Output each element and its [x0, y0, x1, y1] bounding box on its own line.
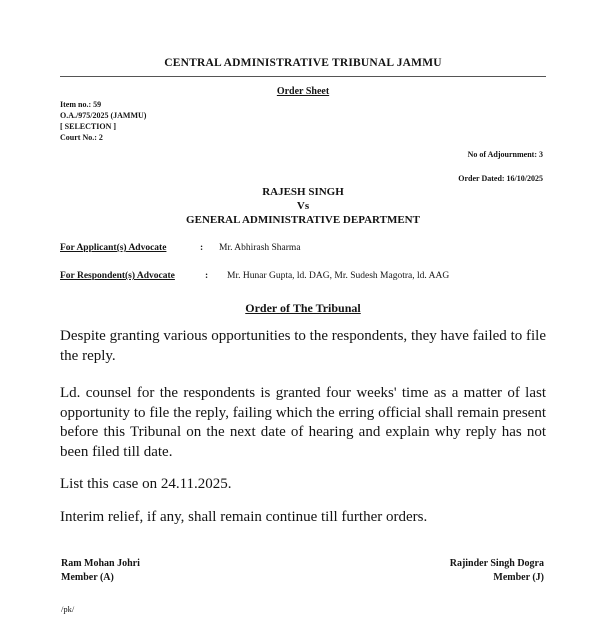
case-category: [ SELECTION ]: [60, 122, 117, 131]
order-paragraph-1: Despite granting various opportunities to the respondents, they have failed to file the reply.: [60, 328, 546, 364]
applicant-advocate-colon: :: [200, 243, 204, 253]
tribunal-title: CENTRAL ADMINISTRATIVE TRIBUNAL JAMMU: [164, 57, 442, 69]
respondent-advocate-name: Mr. Hunar Gupta, ld. DAG, Mr. Sudesh Magotra, ld. AAG: [227, 271, 450, 281]
item-no: Item no.: 59: [60, 100, 102, 109]
order-paragraph-4: Interim relief, if any, shall remain continue till further orders.: [60, 509, 428, 525]
adjournment-count: No of Adjournment: 3: [467, 150, 543, 159]
header-divider: [60, 76, 546, 77]
applicant-advocate-label: For Applicant(s) Advocate: [60, 243, 167, 253]
order-date: Order Dated: 16/10/2025: [458, 174, 543, 183]
oa-number: O.A./975/2025 (JAMMU): [60, 111, 147, 120]
respondent-advocate-colon: :: [205, 271, 209, 281]
court-no: Court No.: 2: [60, 133, 103, 142]
case-meta-block: [60, 99, 146, 143]
order-paragraph-2: Ld. counsel for the respondents is granted four weeks' time as a matter of last opportunity to file the reply, failing which the erring official shall remain present before this Tribunal on the next date of hearing and explain why reply has not been filed till date.: [60, 385, 546, 460]
right-signatory: [450, 557, 544, 585]
order-sheet-title: Order Sheet: [276, 86, 330, 97]
order-paragraph-3: List this case on 24.11.2025.: [60, 476, 232, 492]
right-signatory-role: Member (J): [493, 572, 544, 583]
order-heading: Order of The Tribunal: [245, 301, 361, 315]
applicant-advocate-name: Mr. Abhirash Sharma: [219, 243, 301, 253]
right-signatory-name: Rajinder Singh Dogra: [449, 558, 544, 569]
left-signatory-name: Ram Mohan Johri: [61, 558, 140, 569]
left-signatory-role: Member (A): [61, 572, 114, 583]
left-signatory: [61, 557, 140, 585]
respondent-name: GENERAL ADMINISTRATIVE DEPARTMENT: [186, 214, 420, 226]
typist-initials: /pk/: [61, 604, 75, 614]
versus-label: Vs: [296, 200, 310, 212]
applicant-name: RAJESH SINGH: [262, 186, 344, 198]
respondent-advocate-label: For Respondent(s) Advocate: [60, 271, 175, 281]
